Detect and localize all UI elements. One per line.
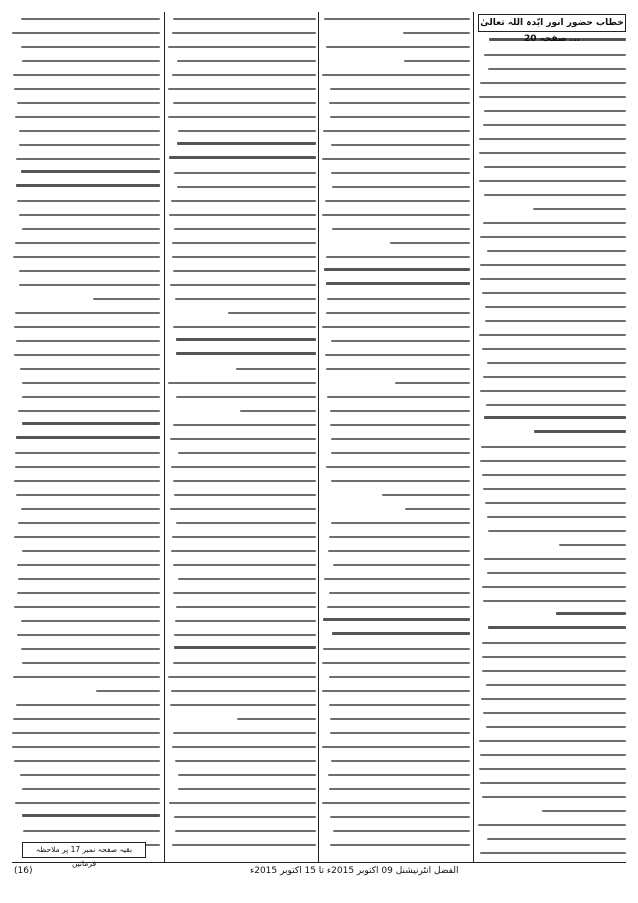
text-line — [478, 790, 626, 804]
text-line — [12, 572, 160, 586]
text-line — [478, 832, 626, 846]
text-line — [168, 82, 316, 96]
text-line — [12, 12, 160, 26]
text-line — [12, 726, 160, 740]
text-line — [12, 698, 160, 712]
text-line — [12, 754, 160, 768]
text-line — [12, 180, 160, 194]
text-line — [322, 26, 470, 40]
text-line — [322, 824, 470, 838]
text-line — [12, 614, 160, 628]
text-line — [168, 586, 316, 600]
text-line — [12, 670, 160, 684]
column-divider — [318, 12, 319, 862]
text-line — [12, 152, 160, 166]
text-line — [322, 250, 470, 264]
text-line — [322, 124, 470, 138]
text-line — [12, 558, 160, 572]
text-line — [12, 250, 160, 264]
text-line — [478, 496, 626, 510]
text-line — [322, 404, 470, 418]
text-line — [478, 174, 626, 188]
text-line — [322, 586, 470, 600]
text-line — [322, 488, 470, 502]
text-line — [168, 544, 316, 558]
text-line — [478, 314, 626, 328]
text-line — [478, 454, 626, 468]
article-heading-text: خطاب حضور انور ایّدہ اللہ تعالیٰ ... صفحہ 20 — [480, 18, 624, 44]
footer-masthead: الفضل انٹرنیشنل 09 اکتوبر 2015ء تا 15 اکتوبر 2015ء — [250, 866, 459, 876]
text-line — [168, 40, 316, 54]
text-line — [12, 40, 160, 54]
text-line — [478, 804, 626, 818]
text-line — [322, 68, 470, 82]
text-line — [168, 600, 316, 614]
text-line — [12, 656, 160, 670]
text-line — [12, 600, 160, 614]
text-line — [168, 68, 316, 82]
text-line — [478, 412, 626, 426]
text-line — [168, 530, 316, 544]
text-line — [322, 306, 470, 320]
text-line — [12, 26, 160, 40]
text-line — [478, 720, 626, 734]
text-line — [12, 782, 160, 796]
text-line — [168, 460, 316, 474]
text-line — [12, 110, 160, 124]
text-line — [168, 124, 316, 138]
text-line — [478, 482, 626, 496]
text-line — [322, 502, 470, 516]
text-line — [168, 110, 316, 124]
text-line — [322, 670, 470, 684]
text-line — [322, 698, 470, 712]
text-line — [478, 636, 626, 650]
text-line — [168, 572, 316, 586]
text-line — [168, 698, 316, 712]
text-line — [168, 26, 316, 40]
text-line — [12, 334, 160, 348]
body-text-lines — [322, 12, 470, 852]
text-line — [322, 642, 470, 656]
text-line — [478, 594, 626, 608]
text-line — [322, 712, 470, 726]
text-line — [168, 250, 316, 264]
text-line — [478, 230, 626, 244]
text-line — [168, 362, 316, 376]
text-line — [322, 656, 470, 670]
body-text-lines — [168, 12, 316, 852]
text-line — [478, 328, 626, 342]
text-line — [478, 62, 626, 76]
text-line — [322, 96, 470, 110]
text-line — [12, 362, 160, 376]
text-line — [12, 810, 160, 824]
text-line — [12, 376, 160, 390]
text-line — [168, 684, 316, 698]
text-line — [478, 580, 626, 594]
text-line — [168, 222, 316, 236]
text-line — [322, 782, 470, 796]
text-line — [322, 740, 470, 754]
text-line — [12, 124, 160, 138]
text-line — [322, 558, 470, 572]
text-line — [168, 754, 316, 768]
text-line — [322, 754, 470, 768]
text-line — [322, 222, 470, 236]
text-line — [12, 516, 160, 530]
body-text-lines — [478, 34, 626, 860]
text-line — [12, 418, 160, 432]
text-line — [322, 40, 470, 54]
text-line — [168, 628, 316, 642]
text-line — [322, 278, 470, 292]
text-line — [322, 110, 470, 124]
text-line — [12, 530, 160, 544]
text-line — [12, 460, 160, 474]
text-line — [322, 432, 470, 446]
text-line — [478, 706, 626, 720]
text-line — [322, 768, 470, 782]
text-line — [322, 320, 470, 334]
text-line — [12, 348, 160, 362]
continued-note — [22, 842, 146, 868]
text-line — [168, 502, 316, 516]
text-line — [478, 398, 626, 412]
text-line — [168, 446, 316, 460]
text-line — [12, 166, 160, 180]
text-line — [168, 334, 316, 348]
text-line — [12, 82, 160, 96]
text-line — [322, 348, 470, 362]
text-line — [322, 152, 470, 166]
column-divider — [164, 12, 165, 862]
text-column-1 — [12, 12, 160, 862]
text-line — [168, 432, 316, 446]
text-line — [322, 516, 470, 530]
text-line — [12, 544, 160, 558]
text-line — [478, 160, 626, 174]
text-line — [12, 208, 160, 222]
text-line — [322, 726, 470, 740]
text-line — [168, 712, 316, 726]
text-line — [12, 740, 160, 754]
text-line — [478, 762, 626, 776]
text-line — [478, 608, 626, 622]
text-line — [12, 432, 160, 446]
text-line — [478, 48, 626, 62]
text-line — [322, 600, 470, 614]
text-line — [168, 642, 316, 656]
text-line — [322, 54, 470, 68]
text-line — [478, 846, 626, 860]
text-line — [168, 12, 316, 26]
text-line — [322, 530, 470, 544]
text-line — [478, 76, 626, 90]
text-line — [12, 404, 160, 418]
text-line — [12, 502, 160, 516]
text-line — [168, 474, 316, 488]
text-line — [322, 12, 470, 26]
text-line — [168, 306, 316, 320]
text-line — [168, 656, 316, 670]
text-line — [478, 244, 626, 258]
text-line — [322, 446, 470, 460]
text-line — [478, 342, 626, 356]
text-line — [168, 810, 316, 824]
body-text-lines — [12, 12, 160, 852]
text-line — [322, 544, 470, 558]
text-line — [168, 348, 316, 362]
text-line — [322, 418, 470, 432]
text-line — [168, 278, 316, 292]
text-line — [168, 838, 316, 852]
text-line — [168, 180, 316, 194]
text-line — [478, 678, 626, 692]
text-line — [478, 566, 626, 580]
text-line — [12, 68, 160, 82]
text-line — [478, 524, 626, 538]
text-line — [168, 152, 316, 166]
text-line — [478, 440, 626, 454]
text-line — [168, 558, 316, 572]
text-line — [322, 208, 470, 222]
text-line — [168, 390, 316, 404]
text-column-4 — [478, 12, 626, 862]
text-line — [478, 622, 626, 636]
text-line — [12, 824, 160, 838]
text-line — [168, 138, 316, 152]
text-line — [478, 692, 626, 706]
text-line — [12, 222, 160, 236]
text-line — [12, 320, 160, 334]
text-line — [12, 446, 160, 460]
text-line — [478, 664, 626, 678]
text-line — [478, 748, 626, 762]
newspaper-page — [12, 12, 626, 862]
text-line — [478, 510, 626, 524]
text-line — [12, 264, 160, 278]
text-line — [12, 586, 160, 600]
article-heading — [478, 14, 626, 44]
text-line — [12, 628, 160, 642]
text-line — [12, 306, 160, 320]
text-line — [12, 474, 160, 488]
text-line — [322, 236, 470, 250]
text-line — [478, 538, 626, 552]
text-line — [478, 300, 626, 314]
text-line — [12, 796, 160, 810]
text-line — [12, 768, 160, 782]
text-line — [168, 768, 316, 782]
text-line — [478, 118, 626, 132]
text-line — [168, 614, 316, 628]
text-line — [322, 474, 470, 488]
text-line — [168, 824, 316, 838]
text-line — [168, 376, 316, 390]
text-line — [478, 776, 626, 790]
text-line — [322, 180, 470, 194]
text-line — [12, 54, 160, 68]
text-line — [322, 796, 470, 810]
text-line — [168, 488, 316, 502]
text-line — [168, 320, 316, 334]
text-line — [478, 146, 626, 160]
text-line — [322, 572, 470, 586]
text-line — [168, 670, 316, 684]
text-line — [478, 468, 626, 482]
text-line — [478, 818, 626, 832]
page-number: (16) — [14, 866, 33, 876]
text-line — [478, 734, 626, 748]
text-line — [168, 404, 316, 418]
footer-divider — [12, 862, 626, 863]
text-line — [478, 650, 626, 664]
text-line — [12, 292, 160, 306]
text-line — [168, 292, 316, 306]
text-line — [478, 384, 626, 398]
text-line — [168, 54, 316, 68]
text-line — [12, 390, 160, 404]
text-line — [168, 782, 316, 796]
text-line — [12, 138, 160, 152]
text-line — [478, 104, 626, 118]
text-line — [168, 96, 316, 110]
text-line — [168, 740, 316, 754]
text-line — [168, 418, 316, 432]
text-line — [478, 90, 626, 104]
text-line — [322, 460, 470, 474]
text-column-3 — [322, 12, 470, 862]
text-line — [168, 166, 316, 180]
text-line — [478, 188, 626, 202]
text-line — [322, 838, 470, 852]
text-line — [322, 292, 470, 306]
text-line — [478, 202, 626, 216]
text-column-2 — [168, 12, 316, 862]
text-line — [322, 264, 470, 278]
text-line — [322, 166, 470, 180]
text-line — [168, 208, 316, 222]
text-line — [168, 796, 316, 810]
text-line — [322, 334, 470, 348]
text-line — [322, 390, 470, 404]
text-line — [478, 272, 626, 286]
text-line — [322, 810, 470, 824]
text-line — [322, 684, 470, 698]
text-line — [322, 628, 470, 642]
text-line — [168, 726, 316, 740]
text-line — [12, 712, 160, 726]
text-line — [12, 684, 160, 698]
column-divider — [473, 12, 474, 862]
text-line — [322, 614, 470, 628]
text-line — [478, 132, 626, 146]
text-line — [478, 286, 626, 300]
text-line — [168, 516, 316, 530]
text-line — [322, 194, 470, 208]
continued-note-text: بقیہ صفحہ نمبر 17 پر ملاحظہ فرمائیں — [35, 845, 133, 868]
text-line — [12, 96, 160, 110]
text-line — [478, 426, 626, 440]
text-line — [478, 216, 626, 230]
text-line — [12, 488, 160, 502]
text-line — [478, 258, 626, 272]
text-line — [322, 138, 470, 152]
text-line — [12, 642, 160, 656]
text-line — [322, 362, 470, 376]
text-line — [168, 236, 316, 250]
text-line — [478, 552, 626, 566]
text-line — [478, 356, 626, 370]
text-line — [12, 236, 160, 250]
text-line — [478, 370, 626, 384]
text-line — [168, 194, 316, 208]
text-line — [322, 376, 470, 390]
text-line — [12, 278, 160, 292]
text-line — [12, 194, 160, 208]
text-line — [168, 264, 316, 278]
text-line — [322, 82, 470, 96]
